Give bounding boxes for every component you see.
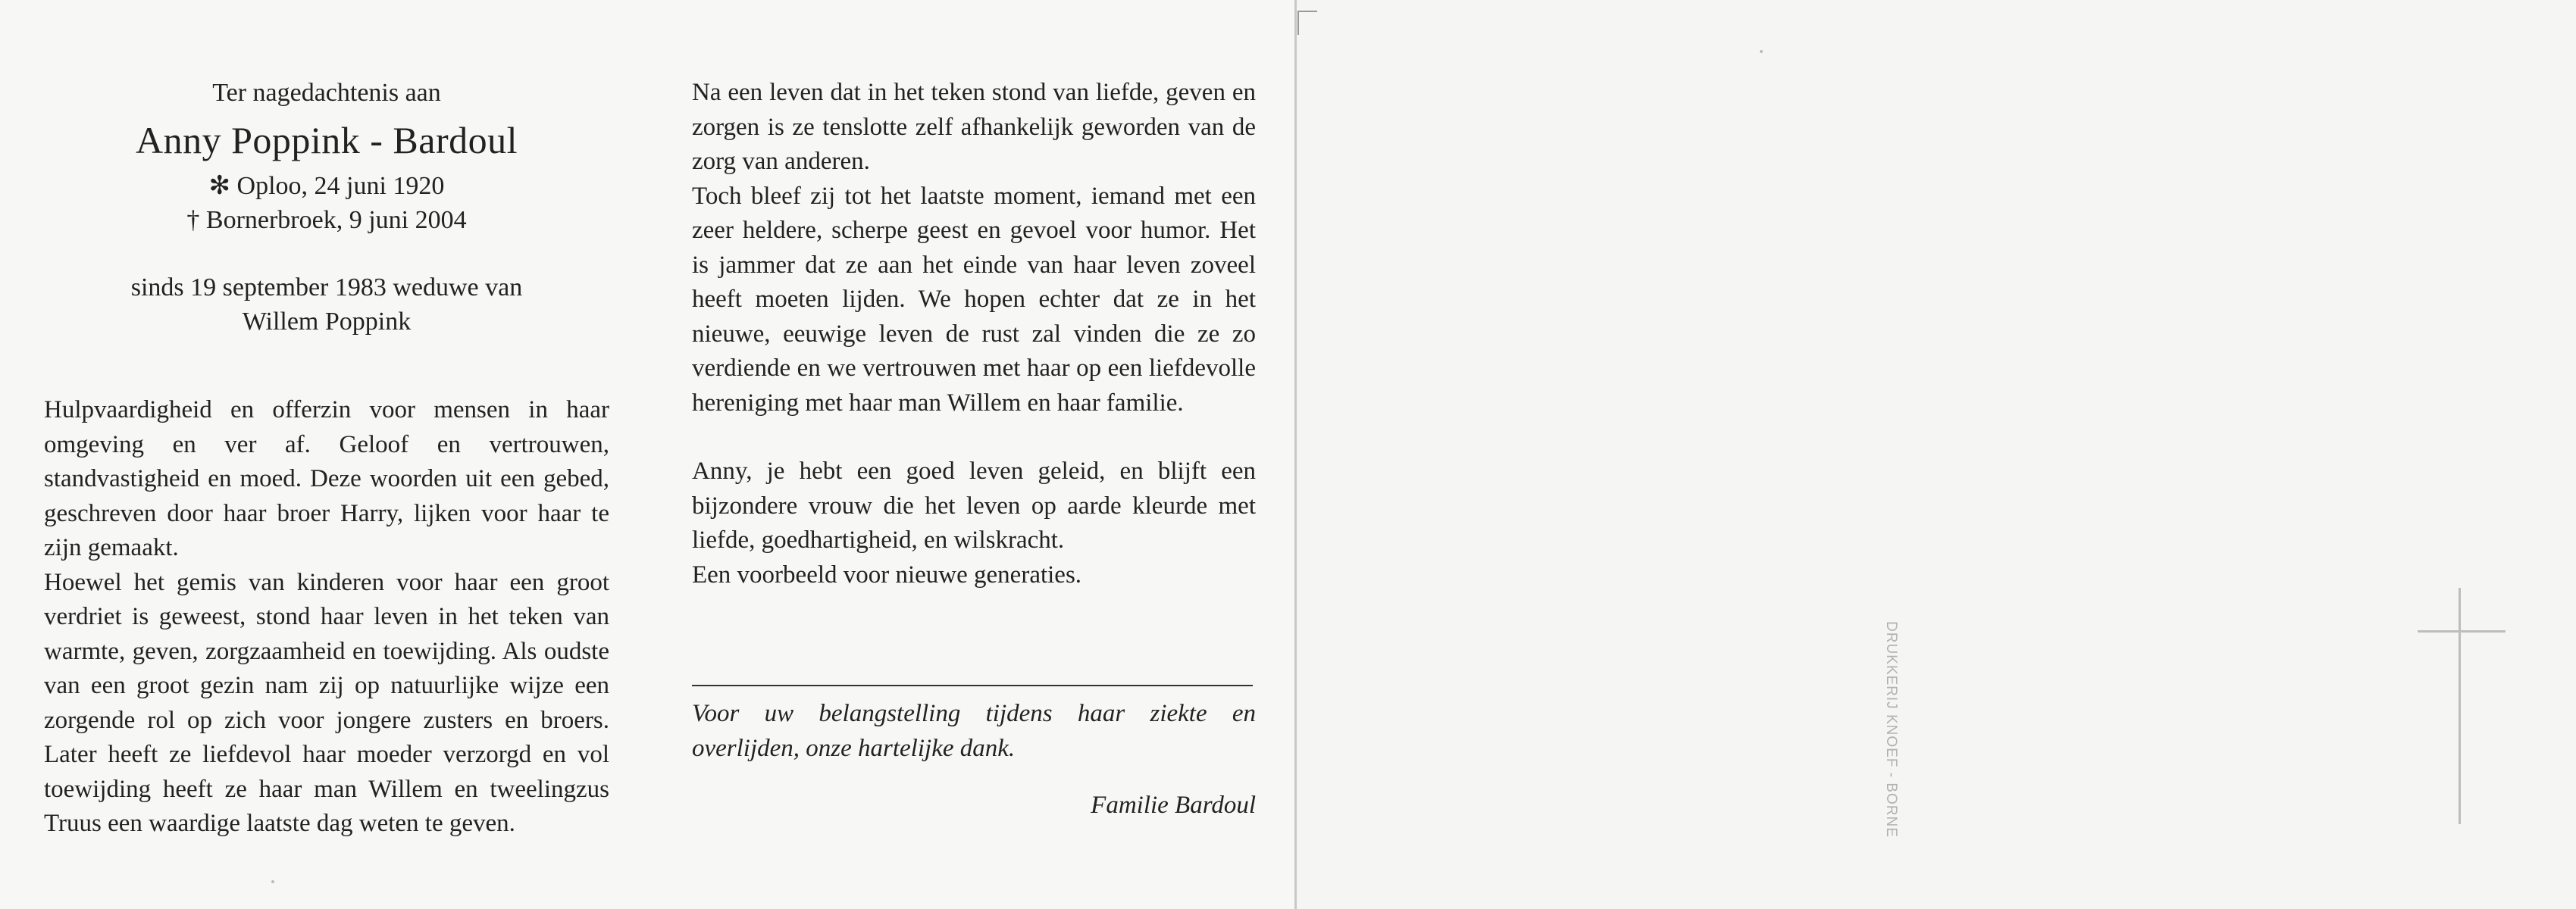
right-column: [692, 76, 1256, 823]
left-paragraph-1: Hulpvaardigheid en offerzin voor mensen in haar omgeving en ver af. Geloof en vertrouwen, standvastigheid en moed. Deze woorden uit een gebed, geschreven door haar broer Harry, lijken voor haar te zijn gemaakt.: [44, 396, 609, 561]
widow-line-2: Willem Poppink: [242, 308, 412, 336]
birth-line: ✻ Oploo, 24 juni 1920: [208, 172, 445, 200]
cross-horizontal-bar: [2418, 630, 2506, 633]
right-paragraph-2: Toch bleef zij tot het laatste moment, iemand met een zeer heldere, scherpe geest en gevoel voor humor. Het is jammer dat ze aan het einde van haar leven zoveel heeft moeten lijden. We hopen echter dat ze in het nieuwe, eeuwige leven de rust zal vinden die ze zo verdiende en we vertrouwen met haar op een liefdevolle hereniging met haar man Willem en haar familie.: [692, 182, 1256, 417]
paragraph-gap: [692, 420, 1256, 454]
card-back-panel: [1297, 0, 2576, 909]
crop-mark: [1297, 11, 1317, 35]
right-paragraph-4: Een voorbeeld voor nieuwe generaties.: [692, 561, 1082, 589]
family-signature: Familie Bardoul: [1091, 792, 1256, 819]
widow-line-1: sinds 19 september 1983 weduwe van: [130, 273, 523, 301]
right-paragraph-3: Anny, je hebt een goed leven geleid, en blijft een bijzondere vrouw die het leven op aarde kleurde met liefde, goedhartigheid, en wilskracht.: [692, 458, 1256, 554]
printer-imprint: DRUKKERIJ KNOEF - BORNE: [1883, 621, 1899, 838]
left-paragraph-2: Hoewel het gemis van kinderen voor haar een groot verdriet is geweest, stond haar leven in het teken van warmte, geven, zorgzaamheid en toewijding. Als oudste van een groot gezin nam zij op natuurlijke wijze een zorgende rol op zich voor jongere zusters en broers. Later heeft ze liefdevol haar moeder verzorgd en vol toewijding heeft ze haar man Willem en tweelingzus Truus een waardige laatste dag weten te geven.: [44, 568, 609, 837]
separator-line: [692, 685, 1253, 686]
thanks-text: Voor uw belangstelling tijdens haar ziekte en overlijden, onze hartelijke dank.: [692, 700, 1256, 762]
deceased-name: Anny Poppink - Bardoul: [135, 119, 518, 161]
death-line: † Bornerbroek, 9 juni 2004: [186, 206, 467, 234]
intro-line: Ter nagedachtenis aan: [212, 79, 441, 107]
left-column: [44, 76, 609, 842]
paper-speck: [1760, 50, 1763, 53]
right-paragraph-1: Na een leven dat in het teken stond van liefde, geven en zorgen is ze tenslotte zelf afhankelijk geworden van de zorg van anderen.: [692, 79, 1256, 175]
paper-speck: [271, 880, 274, 883]
cross-vertical-bar: [2459, 588, 2461, 824]
